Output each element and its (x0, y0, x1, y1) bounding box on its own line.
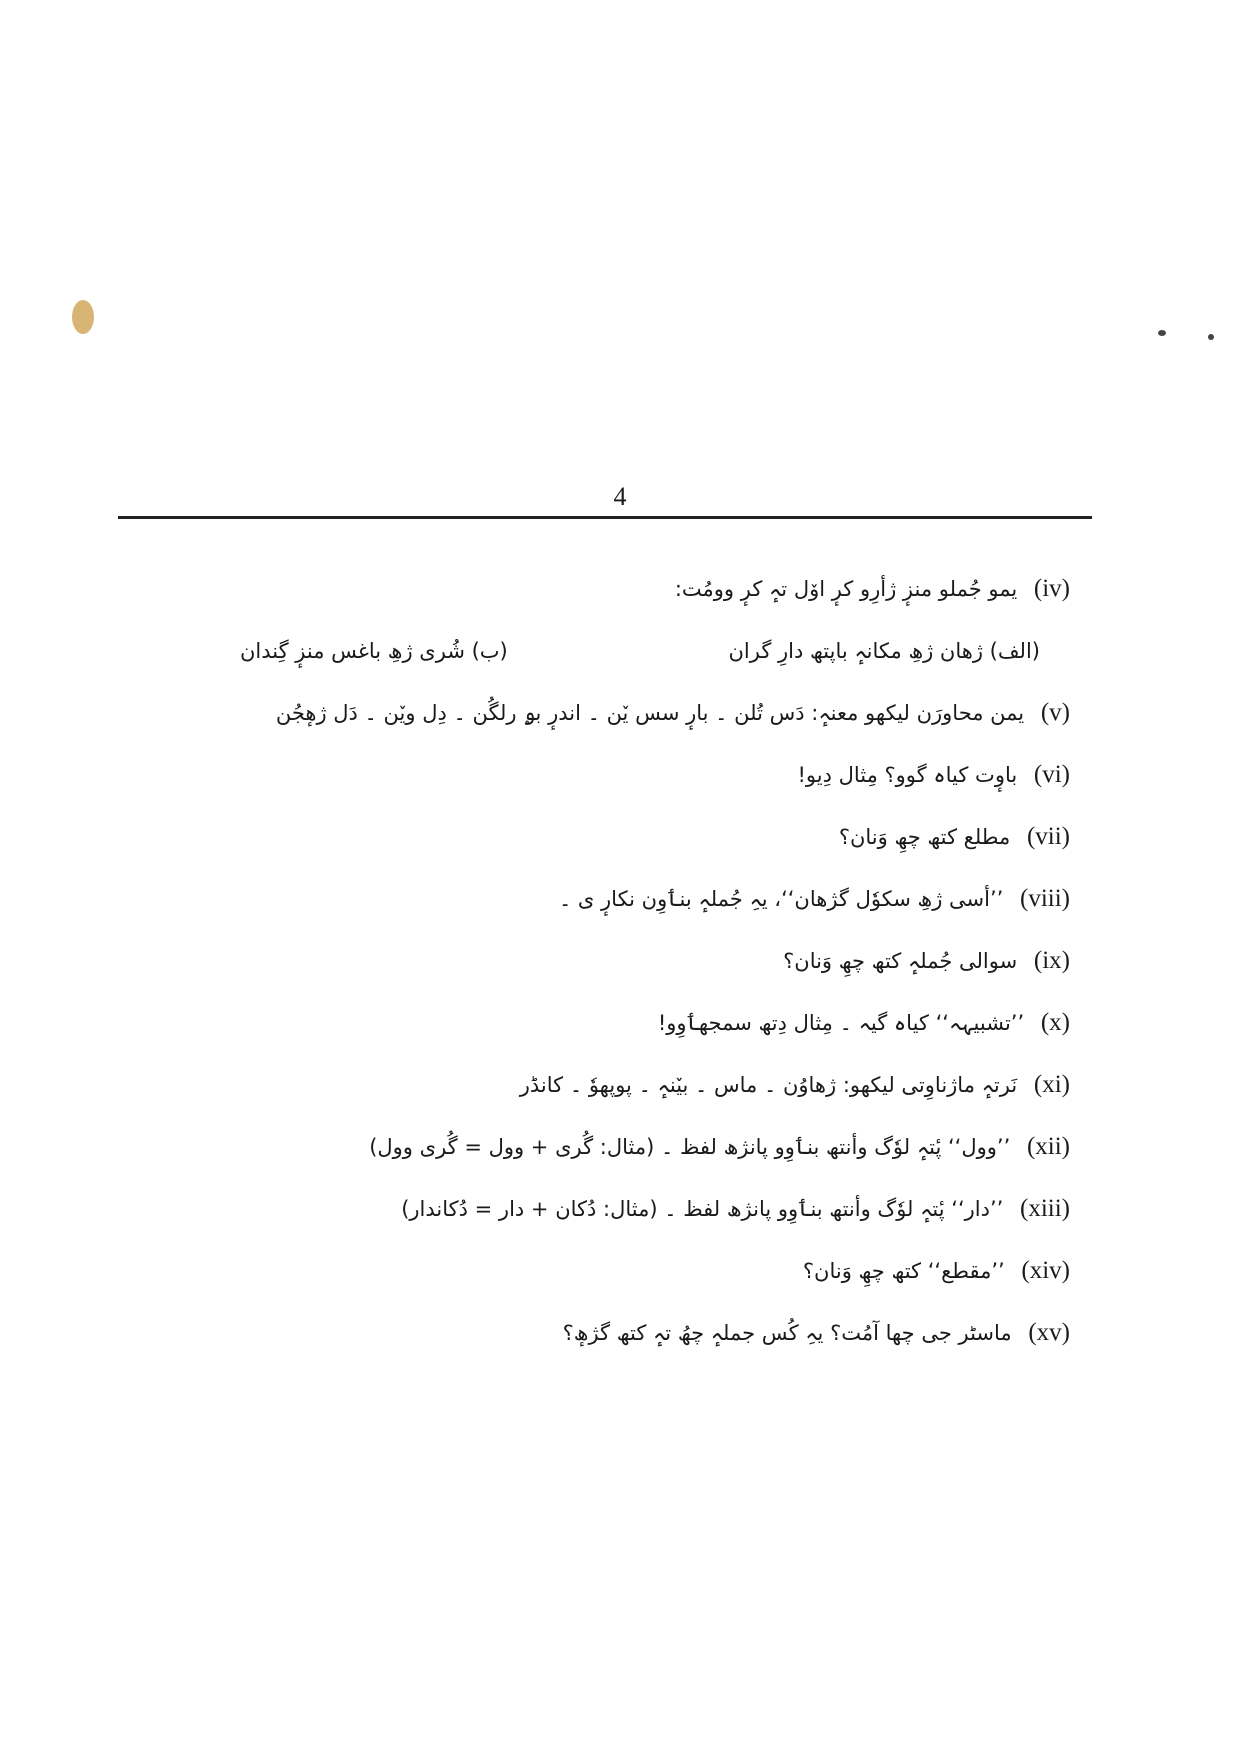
question-subparts (240, 620, 1070, 682)
question-number: (iv) (1033, 575, 1070, 602)
question-item (240, 1116, 1070, 1178)
paper-mark (1208, 334, 1214, 340)
question-item (240, 744, 1070, 806)
question-number: (xii) (1026, 1133, 1070, 1160)
question-item (240, 1240, 1070, 1302)
subpart-a: (الف) ژھان ژھِ مکانہٕ باپتھ دارِ گران (728, 639, 1040, 663)
question-number: (xiii) (1020, 1195, 1070, 1222)
question-item (240, 992, 1070, 1054)
question-text: مطلع کتھ چھِ وَنان؟ (838, 825, 1011, 849)
question-number: (viii) (1020, 885, 1070, 912)
page-number: 4 (613, 482, 627, 511)
question-number: (v) (1040, 699, 1070, 726)
question-number: (ix) (1033, 947, 1070, 974)
paper-mark (1158, 330, 1166, 336)
question-text: یمو جُملو منزٕ ژأرِو کرٕ اوٚل تہٕ کرٕ وومُت: (674, 577, 1018, 601)
question-text: ’’وول‘‘ پٔتہٕ لوٗگ وأنتھ بنٲوِو پانژھ لفظ ۔ (مثال: گُری + وول = گُری وول) (369, 1135, 1011, 1159)
question-text: ’’دار‘‘ پٔتہٕ لوٗگ وأنتھ بنٲوِو پانژھ لفظ ۔ (مثال: دُکان + دار = دُکاندار) (401, 1197, 1004, 1221)
header-divider (118, 516, 1092, 519)
question-item (240, 1178, 1070, 1240)
question-item (240, 558, 1070, 620)
question-item (240, 1054, 1070, 1116)
question-number: (xi) (1033, 1071, 1070, 1098)
question-text: نَرتہٕ ماژناوِتی لیکھو: ژھاوُن ۔ ماس ۔ بیٚنہٕ ۔ پوپھوٗ ۔ کانڈر (519, 1073, 1018, 1097)
question-text: باوٕت کیاہ گوو؟ مِثال دِیو! (797, 763, 1018, 787)
paper-stain (72, 300, 94, 334)
question-item (240, 868, 1070, 930)
question-text: سوالی جُملہٕ کتھ چھِ وَنان؟ (783, 949, 1018, 973)
question-number: (x) (1040, 1009, 1070, 1036)
question-list (240, 558, 1070, 1364)
question-text: ماسٹر جی چھا آمُت؟ یہِ کُس جملہٕ چھُ تہٕ کتھ گژھٕ؟ (562, 1321, 1012, 1345)
question-number: (xv) (1028, 1319, 1070, 1346)
question-text: ’’مقطع‘‘ کتھ چھِ وَنان؟ (802, 1259, 1005, 1283)
question-text: یمن محاورَن لیکھو معنہٕ: دَس تُلن ۔ بارٕ سس یٚن ۔ اندرٕ بۄ رلگُن ۔ دِل ویٚن ۔ دَل ژھٕجُن (275, 701, 1025, 725)
question-item (240, 930, 1070, 992)
question-number: (vi) (1033, 761, 1070, 788)
question-text: ’’تشبیہہ‘‘ کیاہ گیہ ۔ مِثال دِتھ سمجھٲوِو! (657, 1011, 1025, 1035)
question-item (240, 806, 1070, 868)
question-number: (vii) (1026, 823, 1070, 850)
question-item (240, 682, 1070, 744)
question-text: ’’أسی ژھِ سکوٗل گژھان‘‘، یہِ جُملہٕ بنٲوِن نکارٕ ی ۔ (558, 887, 1004, 911)
question-item (240, 1302, 1070, 1364)
question-number: (xiv) (1021, 1257, 1070, 1284)
subpart-b: (ب) شُری ژھِ باغس منزٕ گِندان (240, 639, 508, 663)
